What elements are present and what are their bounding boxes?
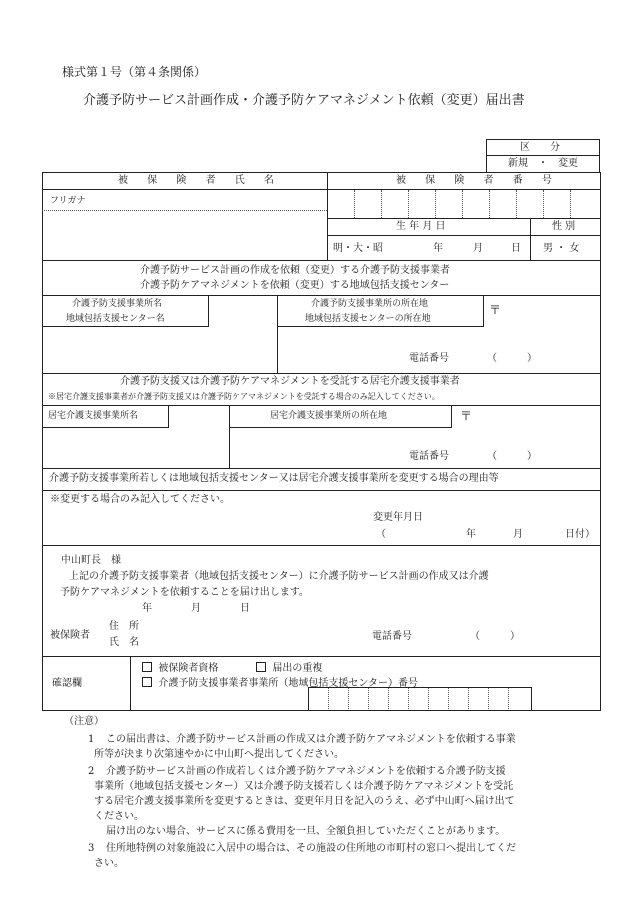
provider-address-field[interactable]: [282, 328, 596, 348]
change-heading: 介護予防支援事業所若しくは地域包括支援センター又は居宅介護支援事業所を変更する場合の理由等: [49, 473, 499, 484]
addressee: 中山町長 様: [61, 555, 121, 566]
care-note: ※居宅介護支援事業者が介護予防支援又は介護予防ケアマネジメントを受託する場合のみ記入してください。: [48, 392, 440, 401]
insured-number-field[interactable]: [328, 190, 599, 218]
furigana-label: フリガナ: [50, 196, 86, 206]
care-name-label: 居宅介護支援事業所名: [48, 411, 139, 421]
provider-phone-label: 電話番号: [409, 353, 449, 364]
applicant-phone-label: 電話番号: [372, 631, 412, 642]
change-note: ※変更する場合のみ記入してください。: [50, 494, 230, 505]
note-3-line-2: さい。: [94, 858, 124, 869]
declaration-year[interactable]: 年: [142, 603, 152, 614]
note-2-line-1: 介護予防サービス計画の作成若しくは介護予防ケアマネジメントを依頼する介護予防支援: [106, 766, 506, 777]
change-date-open: （: [376, 529, 386, 540]
birth-year-unit: 年: [433, 243, 443, 254]
declaration-line-2: 予防ケアマネジメントを依頼することを届け出します。: [60, 587, 309, 598]
note-3-line-1: 住所地特例の対象施設に入居中の場合は、その施設の住所地の市町村の窓口へ提出してくだ: [106, 843, 516, 854]
insured-name-field[interactable]: [50, 213, 320, 257]
provider-name-field[interactable]: [44, 328, 274, 371]
checkbox-icon[interactable]: [142, 677, 152, 687]
confirmation-item-1[interactable]: [142, 659, 218, 674]
note-1-line-2: 所等が決まり次第速やかに中山町へ提出してください。: [94, 749, 344, 760]
declaration-line-1: 上記の介護予防支援事業者（地域包括支援センター）に介護予防サービス計画の作成又は介護: [69, 571, 489, 582]
note-2-line-2: 事業所（地域包括支援センター）又は介護予防支援若しくは介護予防ケアマネジメントを受託: [94, 781, 514, 792]
sex-label: 性 別: [552, 221, 576, 232]
note-3-number: 3: [88, 843, 95, 854]
confirmation-item-2-label: 届出の重複: [272, 663, 323, 674]
birth-month-unit: 月: [473, 243, 483, 254]
confirmation-item-1-label: 被保険者資格: [158, 663, 219, 674]
classification-options[interactable]: 新規 ・ 変更: [508, 158, 578, 169]
form-title: 介護予防サービス計画作成・介護予防ケアマネジメント依頼（変更）届出書: [83, 93, 525, 108]
care-heading: 介護予防支援又は介護予防ケアマネジメントを受託する居宅介護支援事業者: [120, 376, 460, 387]
care-address-field[interactable]: [233, 429, 596, 445]
note-1-number: 1: [88, 734, 95, 745]
confirmation-item-2[interactable]: [256, 659, 322, 674]
birthdate-label: 生 年 月 日: [396, 221, 446, 232]
provider-address-label-1: 介護予防支援事業所の所在地: [311, 299, 429, 309]
provider-address-label-2: 地域包括支援センターの所在地: [305, 314, 431, 324]
change-date-day[interactable]: 日付）: [565, 529, 595, 540]
note-2-line-3: する居宅介護支援事業所を変更するときは、変更年月日を記入のうえ、必ず中山町へ届け出て: [94, 796, 515, 807]
change-date-month[interactable]: 月: [513, 529, 523, 540]
sex-options[interactable]: 男 ・ 女: [543, 243, 580, 254]
provider-heading-1: 介護予防サービス計画の作成を依頼（変更）する介護予防支援事業者: [140, 265, 450, 276]
provider-number-field[interactable]: [308, 687, 532, 711]
care-postal-mark: 〒: [460, 409, 473, 423]
insured-label: 被保険者: [50, 630, 90, 641]
change-date-label: 変更年月日: [373, 512, 423, 523]
provider-heading-2: 介護予防ケアマネジメントを依頼（変更）する地域包括支援センター: [140, 280, 450, 291]
note-2-number: 2: [88, 766, 95, 777]
checkbox-icon[interactable]: [142, 662, 152, 672]
care-address-label: 居宅介護支援事業所の所在地: [270, 411, 388, 421]
note-2-line-4: ください。: [94, 811, 144, 822]
name-label: 氏 名: [109, 637, 139, 648]
form-number: 様式第１号（第４条関係）: [62, 65, 207, 79]
address-label: 住 所: [109, 621, 139, 632]
note-2-line-5: 届け出のない場合、サービスに係る費用を一旦、全額負担していただくことがあります。: [106, 826, 506, 837]
applicant-phone-field[interactable]: （ ）: [470, 631, 520, 642]
provider-postal-mark: 〒: [489, 303, 502, 317]
provider-name-label-1: 介護予防支援事業所名: [72, 299, 163, 309]
era-options[interactable]: 明・大・昭: [333, 243, 383, 254]
change-date-year[interactable]: 年: [466, 529, 476, 540]
declaration-month[interactable]: 月: [191, 603, 201, 614]
change-reason-field[interactable]: [50, 510, 350, 542]
provider-phone-field[interactable]: （ ）: [487, 353, 537, 364]
confirmation-item-3-label: 介護予防支援事業者事業所（地域包括支援センター）番号: [158, 678, 418, 689]
applicant-field[interactable]: [150, 620, 350, 650]
note-1-line-1: この届出書は、介護予防サービス計画の作成又は介護予防ケアマネジメントを依頼する事業: [106, 734, 516, 745]
insured-number-label: 被 保 険 者 番 号: [396, 175, 560, 186]
care-phone-label: 電話番号: [409, 451, 449, 462]
confirmation-label: 確認欄: [52, 678, 82, 689]
declaration-day[interactable]: 日: [240, 603, 250, 614]
classification-label: 区 分: [520, 142, 560, 153]
care-phone-field[interactable]: （ ）: [487, 451, 537, 462]
checkbox-icon[interactable]: [256, 662, 266, 672]
care-name-field[interactable]: [44, 429, 226, 466]
birth-day-unit: 日: [511, 243, 521, 254]
notes-heading: （注意）: [64, 716, 104, 727]
furigana-divider: [42, 210, 327, 211]
insured-name-label: 被 保 険 者 氏 名: [118, 175, 282, 186]
provider-name-label-2: 地域包括支援センター名: [66, 314, 165, 324]
